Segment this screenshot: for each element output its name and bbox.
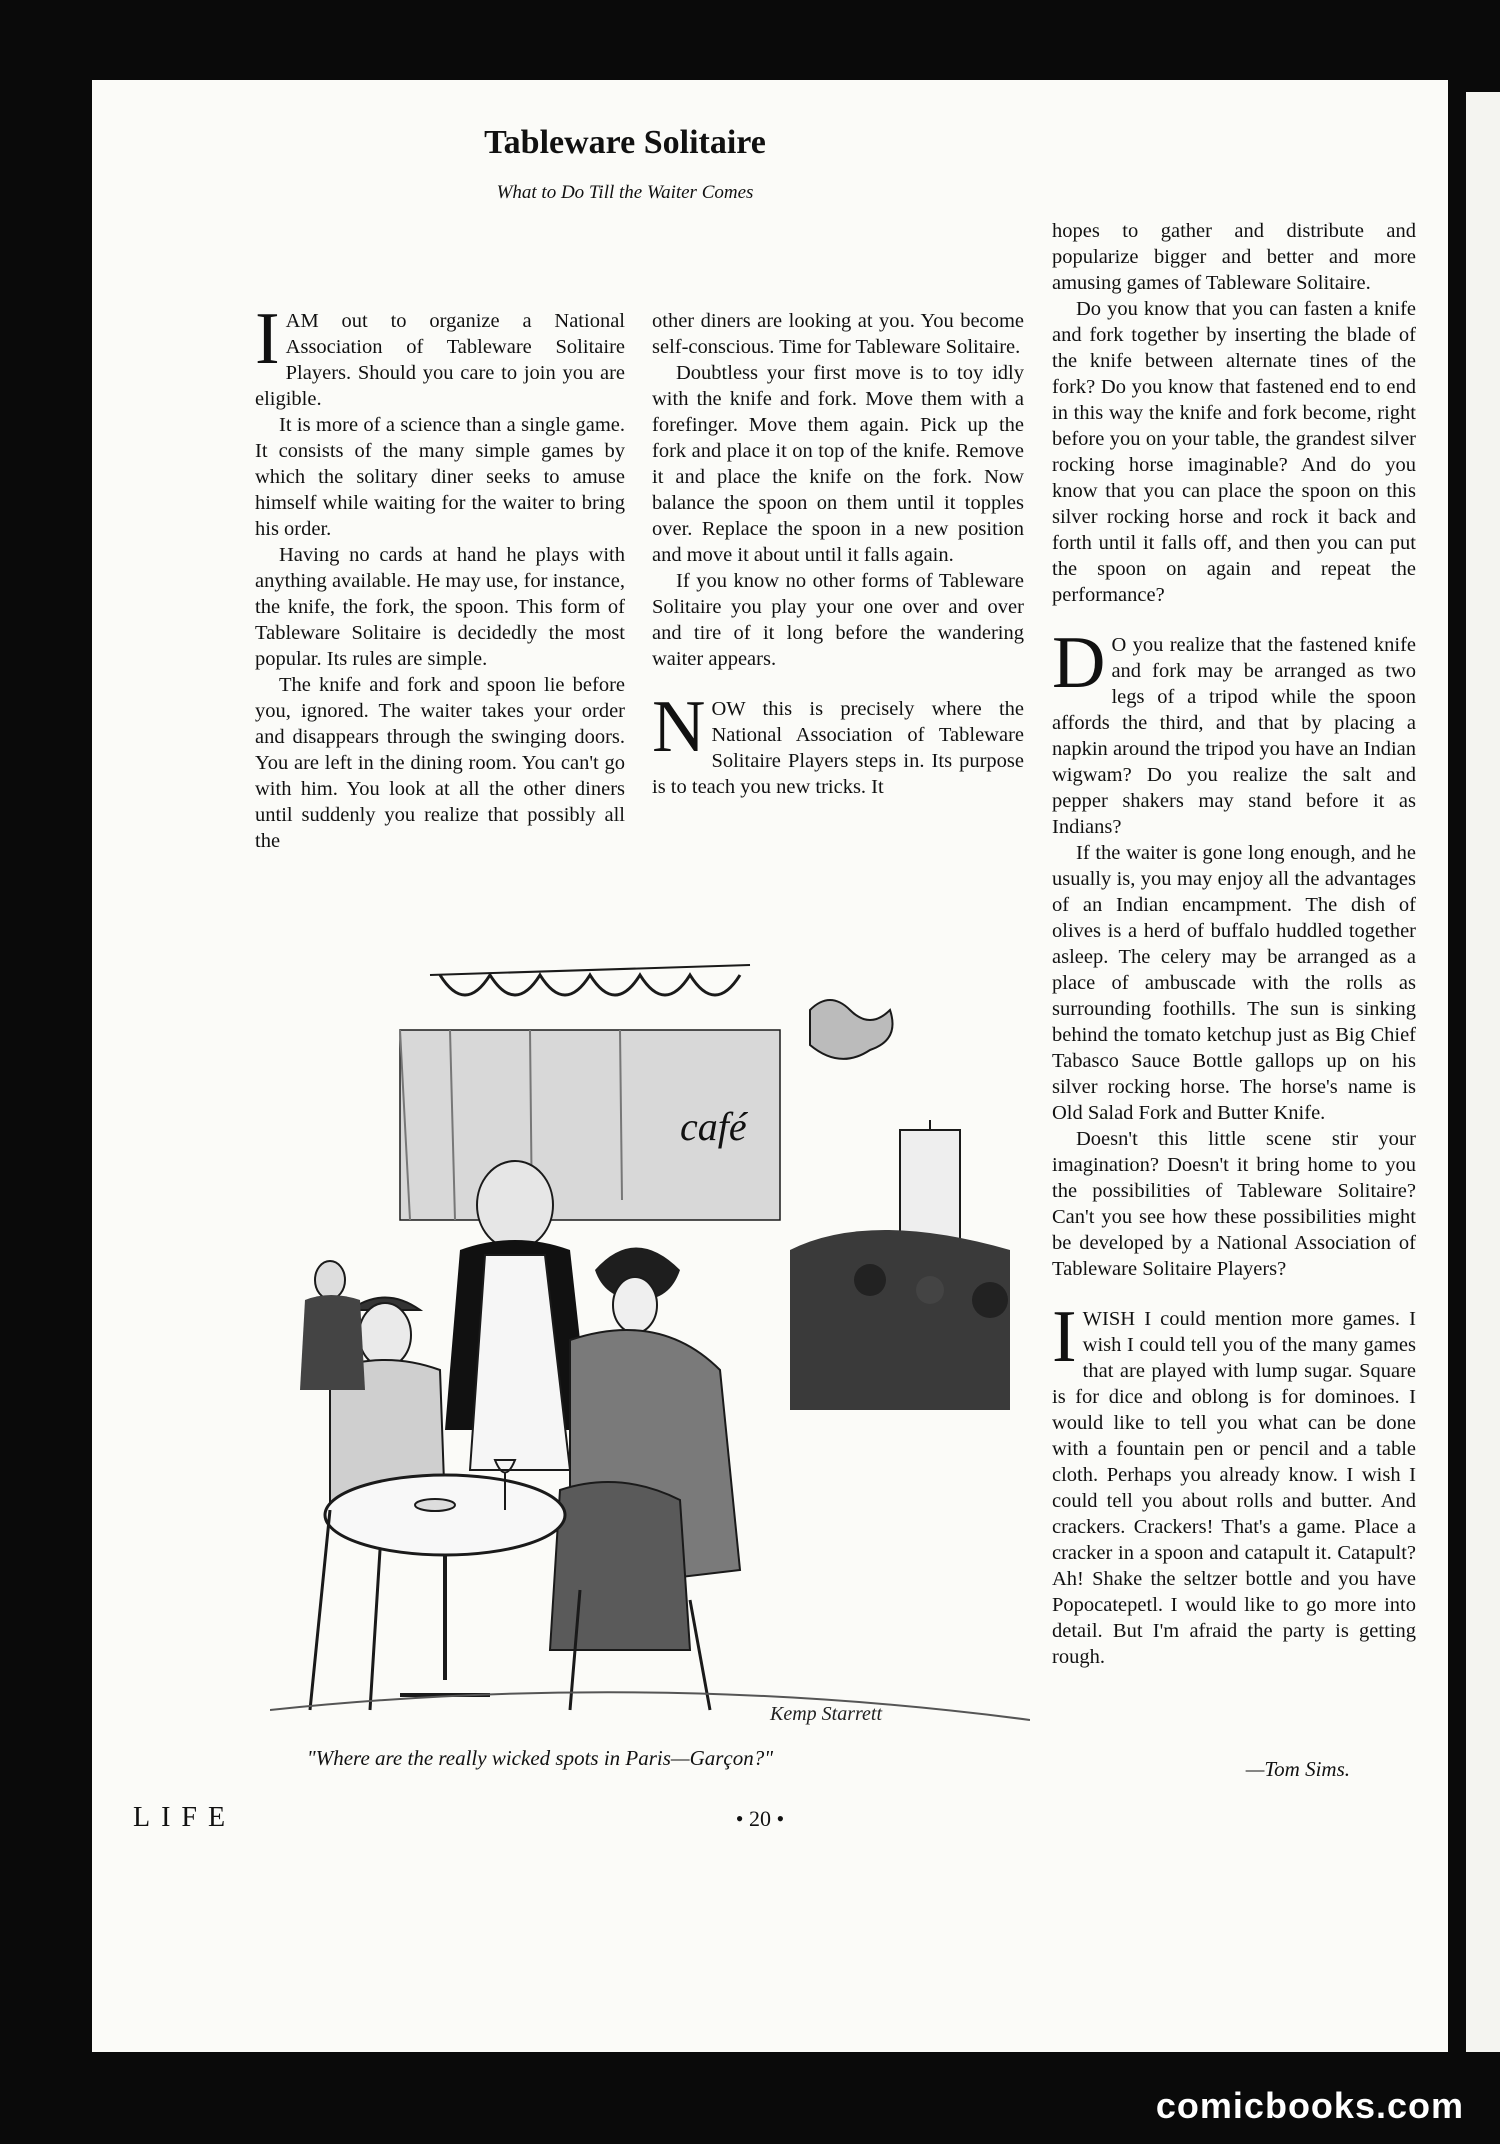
cafe-illustration — [270, 950, 1030, 1740]
paragraph: NOW this is precisely where the National Association of Tableware Solitaire Players steps in. Its purpose is to teach you new tricks. It — [652, 686, 1024, 798]
artist-signature: Kemp Starrett — [770, 1703, 883, 1725]
paragraph: IAM out to organize a National Association of Tableware Solitaire Players. Should you care to join you are eligible. — [255, 298, 625, 410]
article-subtitle: What to Do Till the Waiter Comes — [496, 182, 754, 203]
paragraph: The knife and fork and spoon lie before you, ignored. The waiter takes your order and disappears through the swinging doors. You are left in the dining room. You can't go with him. You look at all the other diners until suddenly you realize that possibly all the — [255, 674, 625, 852]
paragraph: If you know no other forms of Tableware Solitaire you play your one over and over and tire of it long before the wandering waiter appears. — [652, 570, 1024, 670]
site-watermark: comicbooks.com — [1155, 2085, 1464, 2126]
paragraph: D O you realize that the fastened knife and fork may be arranged as two legs of a tripod while the spoon affords the third, and that by placing a napkin around the tripod you have an Indian wigwam? Do you realize the salt and pepper shakers may stand before it as Indians? — [1052, 622, 1416, 838]
column-1 — [255, 298, 625, 854]
drop-cap: I — [255, 298, 280, 380]
illustration-caption: "Where are the really wicked spots in Paris—Garçon?" — [306, 1746, 774, 1770]
paragraph: It is more of a science than a single game. It consists of the many simple games by which the solitary diner seeks to amuse himself while waiting for the waiter to bring his order. — [255, 414, 625, 540]
paragraph: Doubtless your first move is to toy idly with the knife and fork. Move them with a forefinger. Move them again. Pick up the fork and place it on top of the knife. Remove it and place the knife on the fork. Now balance the spoon on them until it topples over. Replace the spoon in a new position and move it about until it falls again. — [652, 362, 1024, 566]
drop-cap: D — [1052, 622, 1106, 704]
paragraph: IWISH I could mention more games. I wish I could tell you of the many games that are played with lump sugar. Square is for dice and oblong is for dominoes. I would like to tell you what can be done with a fountain pen or pencil and a table cloth. Perhaps you already know. I wish I could tell you about rolls and butter. And crackers. Crackers! That's a game. Place a cracker in a spoon and catapult it. Catapult? Ah! Shake the seltzer bottle and you have Popocatepetl. I would like to go more into detail. But I'm afraid the party is getting rough. — [1052, 1296, 1416, 1668]
paragraph: other diners are looking at you. You become self-conscious. Time for Tableware Solitaire. — [652, 310, 1024, 358]
drop-cap: I — [1052, 1296, 1077, 1378]
page-number: • 20 • — [735, 1806, 785, 1831]
cafe-sign-text: café — [680, 1104, 747, 1149]
adjacent-page-edge — [1466, 92, 1500, 2052]
paragraph: hopes to gather and distribute and popularize bigger and better and more amusing games of Tableware Solitaire. — [1052, 220, 1416, 294]
paragraph: Having no cards at hand he plays with anything available. He may use, for instance, the knife, the fork, the spoon. This form of Tableware Solitaire is decidedly the most popular. Its rules are simple. — [255, 544, 625, 670]
magazine-name: LIFE — [133, 1802, 237, 1833]
article-title: Tableware Solitaire — [484, 124, 766, 161]
drop-cap: N — [652, 686, 706, 768]
paragraph: If the waiter is gone long enough, and he usually is, you may enjoy all the advantages of an Indian encampment. The dish of olives is a herd of buffalo huddled together asleep. The celery may be arranged as a place of ambuscade with the rolls as surrounding foothills. The sun is sinking behind the tomato ketchup just as Big Chief Tabasco Sauce Bottle gallops up on his silver rocking horse. The horse's name is Old Salad Fork and Butter Knife. — [1052, 842, 1416, 1124]
column-3 — [1052, 218, 1416, 1670]
paragraph: Doesn't this little scene stir your imagination? Doesn't it bring home to you the possibilities of Tableware Solitaire? Can't you see how these possibilities might be developed by a National Association of Tableware Solitaire Players? — [1052, 1128, 1416, 1280]
column-2 — [652, 308, 1024, 800]
paragraph: Do you know that you can fasten a knife and fork together by inserting the blade of the knife between alternate tines of the fork? Do you know that fastened end to end in this way the knife and fork become, right before you on your table, the grandest silver rocking horse imaginable? And do you know that you can place the spoon on this silver rocking horse and rock it back and forth until it falls off, and then you can put the spoon on again and repeat the performance? — [1052, 298, 1416, 606]
author-signature: —Tom Sims. — [1245, 1757, 1350, 1781]
